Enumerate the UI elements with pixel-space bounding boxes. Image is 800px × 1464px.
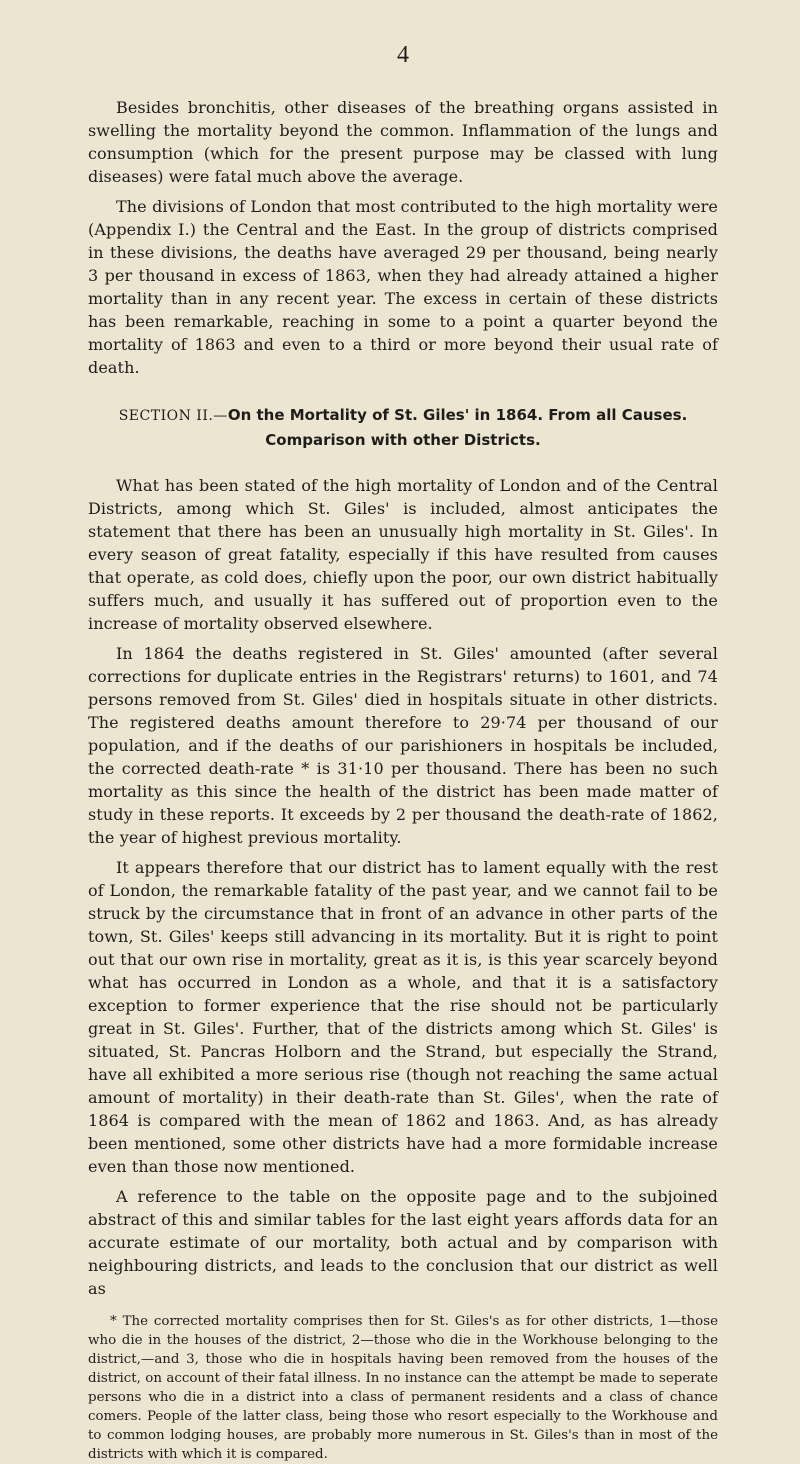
paragraph: What has been stated of the high mortality of London and of the Central Districts, among which St. Giles' is included, almost anticipates the statement that there has been an unusually high mortality in St. Giles'. In every season of great fatality, especially if this have resulted from causes that operate, as cold does, chiefly upon the poor, our own district habitually suffers much, and usually it has suffered out of proportion even to the increase of mortality observed elsewhere.	[88, 476, 718, 633]
footnote: * The corrected mortality comprises then for St. Giles's as for other districts, 1—those who die in the houses of the district, 2—those who die in the Workhouse belonging to the district,—and 3, those who die in hospitals having been removed from the houses of the district, on account of their fatal illness. In no instance can the attempt be made to seperate persons who die in a district into a class of permanent residents and a class of chance comers. People of the latter class, being those who resort especially to the Workhouse and to common lodging houses, are probably more numerous in St. Giles's than in most of the districts with which it is compared.	[88, 1314, 718, 1462]
paragraph: In 1864 the deaths registered in St. Giles' amounted (after several corrections for duplicate entries in the Registrars' returns) to 1601, and 74 persons removed from St. Giles' died in hospitals situate in other districts. The registered deaths amount therefore to 29·74 per thousand of our population, and if the deaths of our parishioners in hospitals be included, the corrected death-rate * is 31·10 per thousand. There has been no such mortality as this since the health of the district has been made matter of study in these reports. It exceeds by 2 per thousand the death-rate of 1862, the year of highest previous mortality.	[88, 644, 718, 847]
paragraph: Besides bronchitis, other diseases of the breathing organs assisted in swelling the mortality beyond the common. Inflammation of the lungs and consumption (which for the present purpose may be classed with lung diseases) were fatal much above the average.	[88, 98, 718, 186]
section-heading	[88, 403, 718, 428]
paragraph: The divisions of London that most contributed to the high mortality were (Appendix I.) the Central and the East. In the group of districts comprised in these divisions, the deaths have averaged 29 per thousand, being nearly 3 per thousand in excess of 1863, when they had already attained a higher mortality than in any recent year. The excess in certain of these districts has been remarkable, reaching in some to a point a quarter beyond the mortality of 1863 and even to a third or more beyond their usual rate of death.	[88, 197, 718, 377]
section-title: On the Mortality of St. Giles' in 1864. From all Causes.	[227, 406, 688, 424]
paragraph: A reference to the table on the opposite page and to the subjoined abstract of this and similar tables for the last eight years affords data for an accurate estimate of our mortality, both actual and by comparison with neighbouring districts, and leads to the conclusion that our district as well as	[88, 1187, 718, 1298]
section-label: SECTION II.—	[118, 408, 228, 424]
page-number: 4	[397, 42, 409, 68]
paragraph: It appears therefore that our district has to lament equally with the rest of London, the remarkable fatality of the past year, and we cannot fail to be struck by the circumstance that in front of an advance in other parts of the town, St. Giles' keeps still advancing in its mortality. But it is right to point out that our own rise in mortality, great as it is, is this year scarcely beyond what has occurred in London as a whole, and that it is a satisfactory exception to former experience that the rise should not be particularly great in St. Giles'. Further, that of the districts among which St. Giles' is situated, St. Pancras Holborn and the Strand, but especially the Strand, have all exhibited a more serious rise (though not reaching the same actual amount of mortality) in their death-rate than St. Giles', when the rate of 1864 is compared with the mean of 1862 and 1863. And, as has already been mentioned, some other districts have had a more formidable increase even than those now mentioned.	[88, 858, 718, 1176]
section-header	[88, 403, 718, 452]
section-subtitle: Comparison with other Districts.	[265, 431, 541, 449]
